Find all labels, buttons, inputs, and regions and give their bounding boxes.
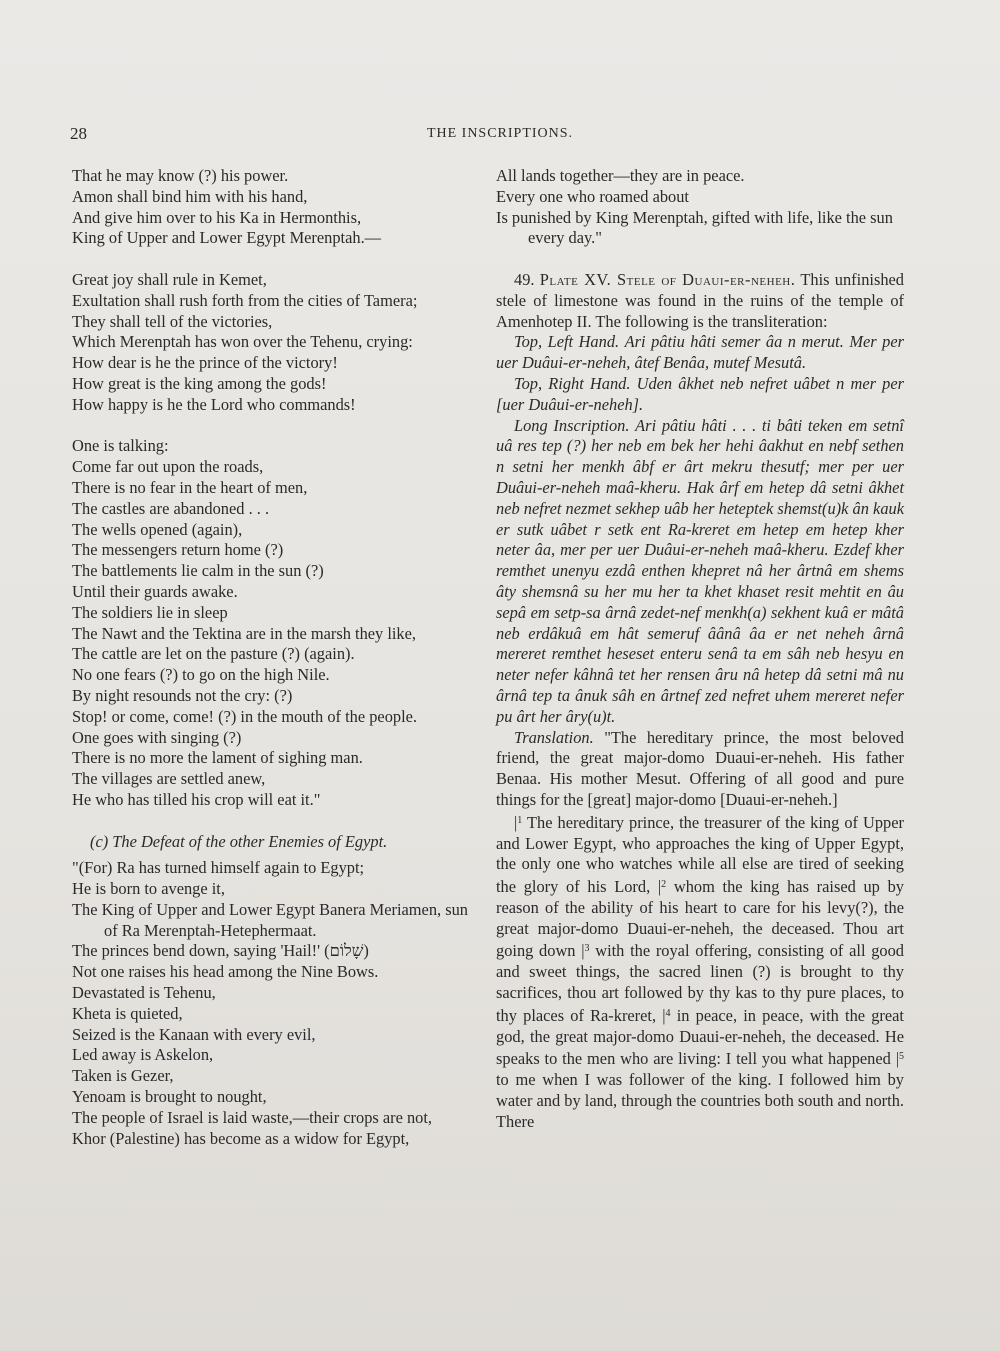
verse-line: How happy is he the Lord who commands! — [72, 394, 356, 414]
verse-end — [496, 166, 904, 249]
verse-line: Stop! or come, come! (?) in the mouth of the people. — [72, 706, 418, 726]
top-left-text: Ari pâtiu hâti semer âa n merut. Mer per uer Duâui-er-neheh, âtef Benâa, mutef Mesutâ. — [496, 332, 904, 373]
section-49-intro-paragraph — [496, 270, 904, 332]
translation-segment: The hereditary prince, the treasurer of the king of Upper and Lower Egypt, who approaches the king of Upper Egypt, the only one who watches while all else are tired of seeking the glory of his Lord, — [496, 812, 904, 897]
verse-line: Kheta is quieted, — [72, 1003, 183, 1023]
verse-line: There is no fear in the heart of men, — [72, 477, 308, 497]
verse-line: One goes with singing (?) — [72, 727, 242, 747]
top-right-text: Uden âkhet neb nefret uâbet n mer per [uer Duâui-er-neheh]. — [496, 373, 904, 414]
running-head: THE INSCRIPTIONS. — [426, 126, 574, 141]
verse-line: Which Merenptah has won over the Tehenu, crying: — [72, 332, 413, 352]
section-49-intro: This unfinished stele of limestone was found in the ruins of the temple of Amenhotep II. The following is the transliteration: — [496, 269, 904, 331]
left-column — [72, 166, 474, 1149]
verse-line: All lands together—they are in peace. — [496, 166, 745, 185]
verse-line: And give him over to his Ka in Hermonthis, — [72, 207, 362, 227]
verse-line: Khor (Palestine) has become as a widow for Egypt, — [72, 1128, 410, 1148]
verse-line: He who has tilled his crop will eat it." — [72, 789, 321, 809]
verse-line: How dear is he the prince of the victory! — [72, 353, 338, 373]
top-left-label: Top, Left Hand. — [514, 332, 620, 352]
verse-line: Is punished by King Merenptah, gifted with life, like the sun every day." — [496, 207, 893, 248]
verse-line: The cattle are let on the pasture (?) (again). — [72, 644, 355, 664]
verse-line: Yenoam is brought to nought, — [72, 1087, 267, 1107]
line-marker: 3 — [584, 943, 590, 955]
verse-line: The King of Upper and Lower Egypt Banera Meriamen, sun of Ra Merenptah-Hetephermaat. — [72, 899, 468, 940]
long-inscription-paragraph — [496, 416, 904, 728]
top-right-paragraph — [496, 374, 904, 416]
verse-line: King of Upper and Lower Egypt Merenptah.— — [72, 228, 382, 248]
verse-line: The messengers return home (?) — [72, 540, 284, 560]
verse-line: The princes bend down, saying 'Hail!' (שָׁלוֹם) — [72, 941, 369, 961]
verse-line: The Nawt and the Tektina are in the marsh they like, — [72, 623, 417, 643]
verse-line: Exultation shall rush forth from the cities of Tamera; — [72, 290, 418, 310]
translation-continued-paragraph: $|^1$ The hereditary prince, the treasurer of the king of Upper and Lower Egypt, who approaches the king of Upper Egypt, the only one who watches while all else are tired of seeking the glory of his Lord, $|^2$ whom the king has raised up by reason of the ability of his heart to care for his levy(?), the great major-domo Duaui-er-neheh, the deceased. Thou art going down $|^3$ with the royal offering, consisting of all good and sweet things, the sacred linen (?) is brought to thy sacrifices, thou art followed by thy kas to thy pure places, to thy places of Ra-kreret, $|^4$ in peace, in peace, with the great god, the great major-domo Duaui-er-neheh, the deceased. He speaks to the men who are living: I tell you what happened $|^5$ to me when I was follower of the king. I followed him by water and by land, through the countries both south and north. There — [496, 812, 904, 1131]
verse-line: The battlements lie calm in the sun (?) — [72, 561, 324, 581]
page-header — [70, 124, 930, 144]
line-marker: 2 — [661, 879, 667, 891]
verse-line: Devastated is Tehenu, — [72, 983, 216, 1003]
verse-line: By night resounds not the cry: (?) — [72, 685, 293, 705]
verse-line: The villages are settled anew, — [72, 769, 266, 789]
verse-line: No one fears (?) to go on the high Nile. — [72, 665, 330, 685]
verse-line: Great joy shall rule in Kemet, — [72, 269, 267, 289]
line-marker: 1 — [517, 814, 523, 826]
long-inscription-label: Long Inscription. — [514, 415, 630, 435]
stanza-4 — [72, 858, 474, 1149]
translation-text: "The hereditary prince, the most beloved friend, the great major-domo Duaui-er-neheh. His father Benaa. His mother Mesut. Offering of all good and pure things for the [great] major-domo [Duaui-er-neheh.] — [496, 727, 904, 809]
verse-line: That he may know (?) his power. — [72, 166, 289, 185]
translation-segment: in peace, in peace, with the great god, the great major-domo Duaui-er-neheh, the deceased. He speaks to the men who are living: I tell you what happened — [496, 1005, 904, 1069]
section-number: 49. — [514, 269, 535, 289]
section-c-title: (c) The Defeat of the other Enemies of Egypt. — [90, 831, 388, 851]
translation-label: Translation. — [514, 727, 594, 747]
translation-segment: to me when I was follower of the king. I followed him by water and by land, through the countries both south and north. There — [496, 1070, 904, 1131]
verse-line: Led away is Askelon, — [72, 1045, 214, 1065]
verse-line: They shall tell of the victories, — [72, 311, 273, 331]
verse-line: The people of Israel is laid waste,—their crops are not, — [72, 1107, 433, 1127]
verse-line: "(For) Ra has turned himself again to Egypt; — [72, 858, 365, 878]
verse-line: He is born to avenge it, — [72, 879, 225, 899]
page-number: 28 — [70, 124, 87, 143]
verse-line: Seized is the Kanaan with every evil, — [72, 1024, 316, 1044]
top-left-paragraph — [496, 332, 904, 374]
right-column — [496, 166, 904, 1133]
verse-line: One is talking: — [72, 436, 169, 456]
stanza-1 — [72, 166, 474, 249]
verse-line: The soldiers lie in sleep — [72, 602, 228, 622]
verse-line: Come far out upon the roads, — [72, 457, 264, 477]
stanza-3 — [72, 436, 474, 810]
translation-segment: with the royal offering, consisting of all good and sweet things, the sacred linen (?) is brought to thy sacrifices, thou art followed by thy kas to thy pure places, to thy places of Ra-kreret, — [496, 941, 904, 1025]
verse-line: There is no more the lament of sighing man. — [72, 748, 363, 768]
line-marker: 4 — [665, 1007, 671, 1019]
verse-line: How great is the king among the gods! — [72, 373, 327, 393]
translation-paragraph — [496, 728, 904, 811]
verse-line: Every one who roamed about — [496, 186, 689, 206]
verse-line: Taken is Gezer, — [72, 1066, 174, 1086]
verse-line: The castles are abandoned . . . — [72, 498, 270, 518]
line-marker: 5 — [899, 1051, 904, 1063]
translation-segment: whom the king has raised up by reason of the ability of his heart to care for his levy(?), the great major-domo Duaui-er-neheh, the deceased. Thou art going down — [496, 877, 904, 961]
stanza-2 — [72, 270, 474, 416]
verse-line: Amon shall bind him with his hand, — [72, 186, 308, 206]
section-49-title: Plate XV. Stele of Duaui-er-neheh. — [539, 269, 796, 289]
verse-line: The wells opened (again), — [72, 519, 243, 539]
long-inscription-text: Ari pâtiu hâti . . . ti bâti teken em setnî uâ res tep (?) her neb em bek her hehi âakhut en nebf sethen n setni her menkh âbf er ârt mekru thesutf; mer per uer Duâui-er-neheh maâ-kheru. Hak ârf em hetep dâ setni âkhet neb nefret nezmet sekhep uâb her heteptek shemst(u)k ân kauk er sutk uâbet r setk ent Ra-kreret em hetep em hetep kher neter âa, mer per uer Duâui-er-neheh maâ-kheru. Ezdef kher remthet unenyu ezdâ enthen khepret nâ her ârtnâ em shems âty shemsnâ su her mu her ta khet khaset resit mehtit en âu sepâ em setp-sa ârnâ zedet-nef menkh(a) sekhent kuâ er mâtâ neb erdâkuâ em hât semeruf âânâ âa er net neheh ârnâ mereret remthet heseset enteru senâ ta em sâh neb hesyu en neter nefer kâhnâ tet her rensen âru nâ hetep dâ setni mâ nu ârnâ tep ta ânuk sâh en ârtnef zed nefret uhem mereret nefer pu ârt her âry(u)t. — [496, 415, 904, 726]
verse-line: Not one raises his head among the Nine Bows. — [72, 962, 379, 982]
top-right-label: Top, Right Hand. — [514, 373, 631, 393]
verse-line: Until their guards awake. — [72, 581, 238, 601]
